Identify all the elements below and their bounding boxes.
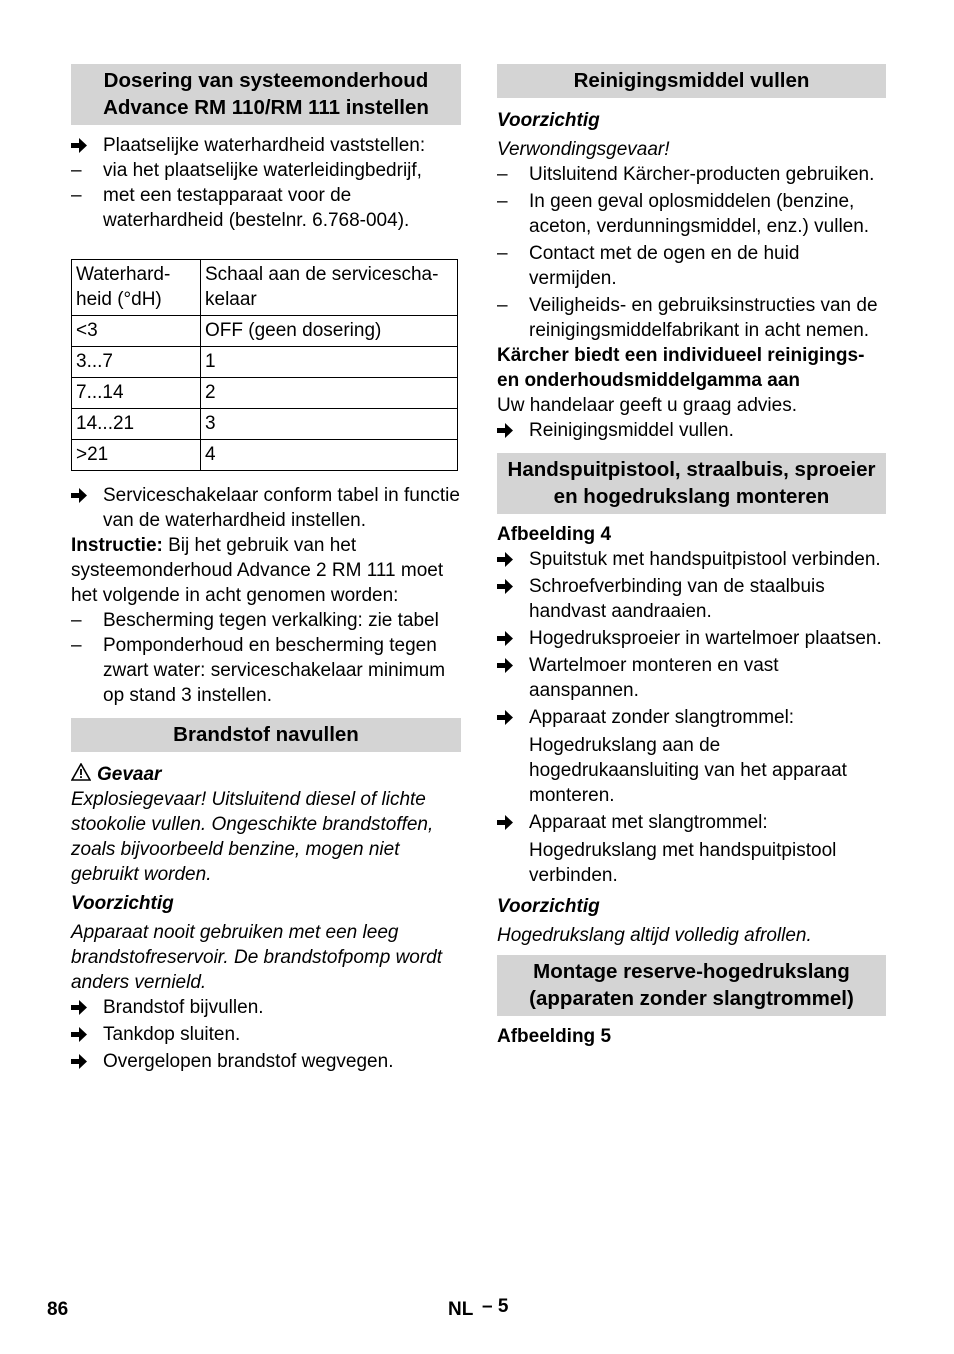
step-spuitstuk: Spuitstuk met handspuitpistool verbinden. bbox=[497, 547, 886, 572]
table-row bbox=[72, 316, 458, 347]
dash-marker: – bbox=[71, 635, 82, 656]
gevaar-label: Gevaar bbox=[71, 762, 461, 787]
step-met-slangtrommel-text: Hogedrukslang met handspuitpistool verbinden. bbox=[529, 840, 837, 886]
instructie-paragraph bbox=[71, 533, 461, 608]
table-cell: 4 bbox=[201, 440, 458, 471]
arrow-right-icon bbox=[497, 626, 525, 646]
gevaar-text: Explosiegevaar! Uitsluitend diesel of lichte stookolie vullen. Ongeschikte brandstoffen, zoals bijvoorbeeld benzine, mogen niet gebruikt worden. bbox=[71, 789, 434, 885]
substep-verkalking: – Bescherming tegen verkalking: zie tabel bbox=[71, 610, 439, 631]
arrow-right-icon bbox=[497, 547, 525, 567]
substep-contact-ogen: – Contact met de ogen en de huid vermijden. bbox=[497, 243, 800, 289]
step-waterhardheid: Plaatselijke waterhardheid vaststellen: bbox=[71, 133, 461, 158]
dash-marker: – bbox=[497, 243, 508, 264]
instructie-label: Instructie: bbox=[71, 535, 163, 556]
substep-veiligheidsinstructies: – Veiligheids- en gebruiksinstructies van de reinigingsmiddelfabrikant in acht nemen. bbox=[497, 295, 878, 341]
table-row bbox=[72, 378, 458, 409]
step-met-slangtrommel: Apparaat met slangtrommel: Hogedrukslang met handspuitpistool verbinden. bbox=[497, 810, 886, 888]
step-hogedruksproeier: Hogedruksproeier in wartelmoer plaatsen. bbox=[497, 626, 886, 651]
afrollen-text: Hogedrukslang altijd volledig afrollen. bbox=[497, 925, 812, 946]
table-row bbox=[72, 409, 458, 440]
section-heading-reinigingsmiddel: Reinigingsmiddel vullen bbox=[497, 64, 886, 98]
step-brandstof-wegvegen: Overgelopen brandstof wegvegen. bbox=[71, 1049, 461, 1074]
footer-section: – 5 bbox=[482, 1296, 509, 1317]
step-brandstof-bijvullen: Brandstof bijvullen. bbox=[71, 995, 461, 1020]
arrow-right-icon bbox=[497, 653, 525, 673]
step-zonder-slangtrommel: Apparaat zonder slangtrommel: Hogedrukslang aan de hogedrukaansluiting van het apparaat monteren. bbox=[497, 705, 886, 808]
dash-marker: – bbox=[497, 191, 508, 212]
substep-waterleidingbedrijf: – via het plaatselijke waterleidingbedrijf, bbox=[71, 160, 422, 181]
arrow-right-icon bbox=[497, 574, 525, 594]
voorzichtig-label: Voorzichtig bbox=[497, 110, 600, 131]
table-cell: >21 bbox=[72, 440, 201, 471]
instructie-text: Bij het gebruik van het systeemonderhoud Advance 2 RM 111 moet het volgende in acht genomen worden: bbox=[71, 535, 444, 606]
footer-language: NL bbox=[448, 1299, 474, 1320]
dash-marker: – bbox=[71, 185, 82, 206]
arrow-right-icon bbox=[71, 1049, 99, 1069]
dash-marker: – bbox=[71, 610, 82, 631]
karcher-assortiment-note: Kärcher biedt een individueel reinigings- en onderhoudsmiddelgamma aan bbox=[497, 345, 865, 391]
dash-marker: – bbox=[497, 164, 508, 185]
afbeelding-4-label: Afbeelding 4 bbox=[497, 524, 612, 545]
step-schroefverbinding: Schroefverbinding van de staalbuis handvast aandraaien. bbox=[497, 574, 886, 624]
table-header-cell: Waterhardheid (°dH) bbox=[72, 260, 201, 316]
verwondingsgevaar-text: Verwondingsgevaar! bbox=[497, 139, 670, 160]
arrow-right-icon bbox=[497, 810, 525, 830]
table-cell: 2 bbox=[201, 378, 458, 409]
table-cell: <3 bbox=[72, 316, 201, 347]
table-cell: 1 bbox=[201, 347, 458, 378]
arrow-right-icon bbox=[71, 1022, 99, 1042]
table-cell: 3...7 bbox=[72, 347, 201, 378]
substep-oplosmiddelen: – In geen geval oplosmiddelen (benzine, aceton, verdunningsmiddel, enz.) vullen. bbox=[497, 191, 870, 237]
substep-pomponderhoud: – Pomponderhoud en bescherming tegen zwart water: serviceschakelaar minimum op stand 3 instellen. bbox=[71, 635, 446, 706]
table-header-row bbox=[72, 260, 458, 316]
substep-testapparaat: – met een testapparaat voor de waterhardheid (bestelnr. 6.768-004). bbox=[71, 185, 410, 231]
step-wartelmoer: Wartelmoer monteren en vast aanspannen. bbox=[497, 653, 886, 703]
table-cell: 7...14 bbox=[72, 378, 201, 409]
dash-marker: – bbox=[497, 295, 508, 316]
table-cell: OFF (geen dosering) bbox=[201, 316, 458, 347]
voorzichtig-text: Apparaat nooit gebruiken met een leeg brandstofreservoir. De brandstofpomp wordt anders vernield. bbox=[71, 922, 443, 993]
table-row bbox=[72, 347, 458, 378]
left-column bbox=[71, 64, 461, 1074]
page-number: 86 bbox=[47, 1299, 69, 1320]
table-row bbox=[72, 440, 458, 471]
arrow-right-icon bbox=[497, 418, 525, 438]
waterhardheid-table bbox=[71, 259, 458, 471]
table-header-cell: Schaal aan de serviceschakelaar bbox=[201, 260, 458, 316]
arrow-right-icon bbox=[71, 995, 99, 1015]
section-heading-montage: Montage reserve-hogedrukslang (apparaten zonder slangtrommel) bbox=[497, 955, 886, 1016]
section-heading-handspuitpistool: Handspuitpistool, straalbuis, sproeier en hogedrukslang monteren bbox=[497, 453, 886, 514]
section-heading-dosering: Dosering van systeemonderhoud Advance RM 110/RM 111 instellen bbox=[71, 64, 461, 125]
section-heading-brandstof: Brandstof navullen bbox=[71, 718, 461, 752]
afbeelding-5-label: Afbeelding 5 bbox=[497, 1026, 612, 1047]
table-cell: 3 bbox=[201, 409, 458, 440]
step-reinigingsmiddel-vullen: Reinigingsmiddel vullen. bbox=[497, 418, 886, 443]
arrow-right-icon bbox=[71, 483, 99, 503]
dash-marker: – bbox=[71, 160, 82, 181]
arrow-right-icon bbox=[497, 705, 525, 725]
table-cell: 14...21 bbox=[72, 409, 201, 440]
step-tankdop-sluiten: Tankdop sluiten. bbox=[71, 1022, 461, 1047]
warning-triangle-icon bbox=[71, 763, 91, 781]
voorzichtig-label: Voorzichtig bbox=[71, 893, 174, 914]
step-zonder-slangtrommel-text: Hogedrukslang aan de hogedrukaansluiting van het apparaat monteren. bbox=[529, 735, 847, 806]
substep-karcher-producten: – Uitsluitend Kärcher-producten gebruiken. bbox=[497, 164, 875, 185]
right-column bbox=[497, 64, 886, 1049]
advies-text: Uw handelaar geeft u graag advies. bbox=[497, 395, 797, 416]
voorzichtig-label: Voorzichtig bbox=[497, 896, 600, 917]
step-serviceschakelaar: Serviceschakelaar conform tabel in functie van de waterhardheid instellen. bbox=[71, 483, 461, 533]
arrow-right-icon bbox=[71, 133, 99, 153]
